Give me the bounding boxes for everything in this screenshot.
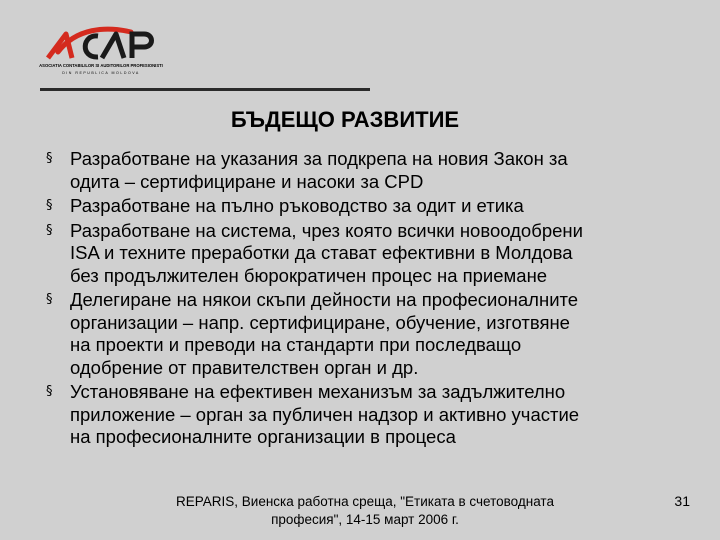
bullet-marker: § (46, 198, 53, 213)
bullet-item (42, 289, 697, 379)
bullet-item (42, 195, 697, 218)
bullet-line: организации – напр. сертифициране, обучение, изготвяне (70, 311, 570, 333)
bullet-line: Разработване на система, чрез която всички новоодобрени (70, 219, 583, 241)
header-divider (40, 88, 370, 91)
bullet-item (42, 381, 697, 449)
bullet-marker: § (46, 384, 53, 399)
bullet-line: на професионалните организации в процеса (70, 426, 456, 447)
logo-subline: DIN REPUBLICA MOLDOVA (62, 71, 140, 75)
footer-line-2: професия", 14-15 март 2006 г. (271, 512, 459, 527)
bullet-item (42, 220, 697, 288)
bullet-line: одита – сертифициране и насоки за CPD (70, 170, 424, 192)
bullet-line: Разработване на пълно ръководство за одит и етика (70, 195, 524, 216)
logo-subtitle: ASOCIATIA CONTABILILOR SI AUDITORILOR PROFESIONISTI (39, 63, 163, 68)
bullet-marker: § (46, 292, 53, 307)
acap-logo-mark (36, 22, 166, 77)
page-number: 31 (674, 493, 690, 509)
bullet-line: без продължителен бюрократичен процес на приемане (70, 264, 548, 286)
slide-title: БЪДЕЩО РАЗВИТИЕ (230, 107, 460, 132)
bullet-list (42, 148, 697, 451)
bullet-marker: § (46, 222, 53, 238)
footer-line-1: REPARIS, Виенска работна среща, "Етиката в счетоводната (176, 494, 554, 509)
bullet-line: Разработване на указания за подкрепа на новия Закон за (70, 148, 568, 169)
acap-logo (36, 22, 166, 77)
bullet-line: на проекти и преводи на стандарти при последващо (70, 334, 522, 355)
bullet-line: одобрение от правителствен орган и др. (70, 356, 419, 378)
bullet-line: Делегиране на някои скъпи дейности на професионалните (70, 289, 579, 310)
bullet-line: ISA и техните преработки да стават ефективни в Молдова (70, 242, 573, 263)
bullet-line: Установяване на ефективен механизъм за задължително (70, 381, 566, 402)
footer-text (150, 493, 580, 529)
bullet-marker: § (46, 151, 53, 166)
bullet-line: приложение – орган за публичен надзор и активно участие (70, 403, 580, 425)
bullet-item (42, 148, 697, 193)
